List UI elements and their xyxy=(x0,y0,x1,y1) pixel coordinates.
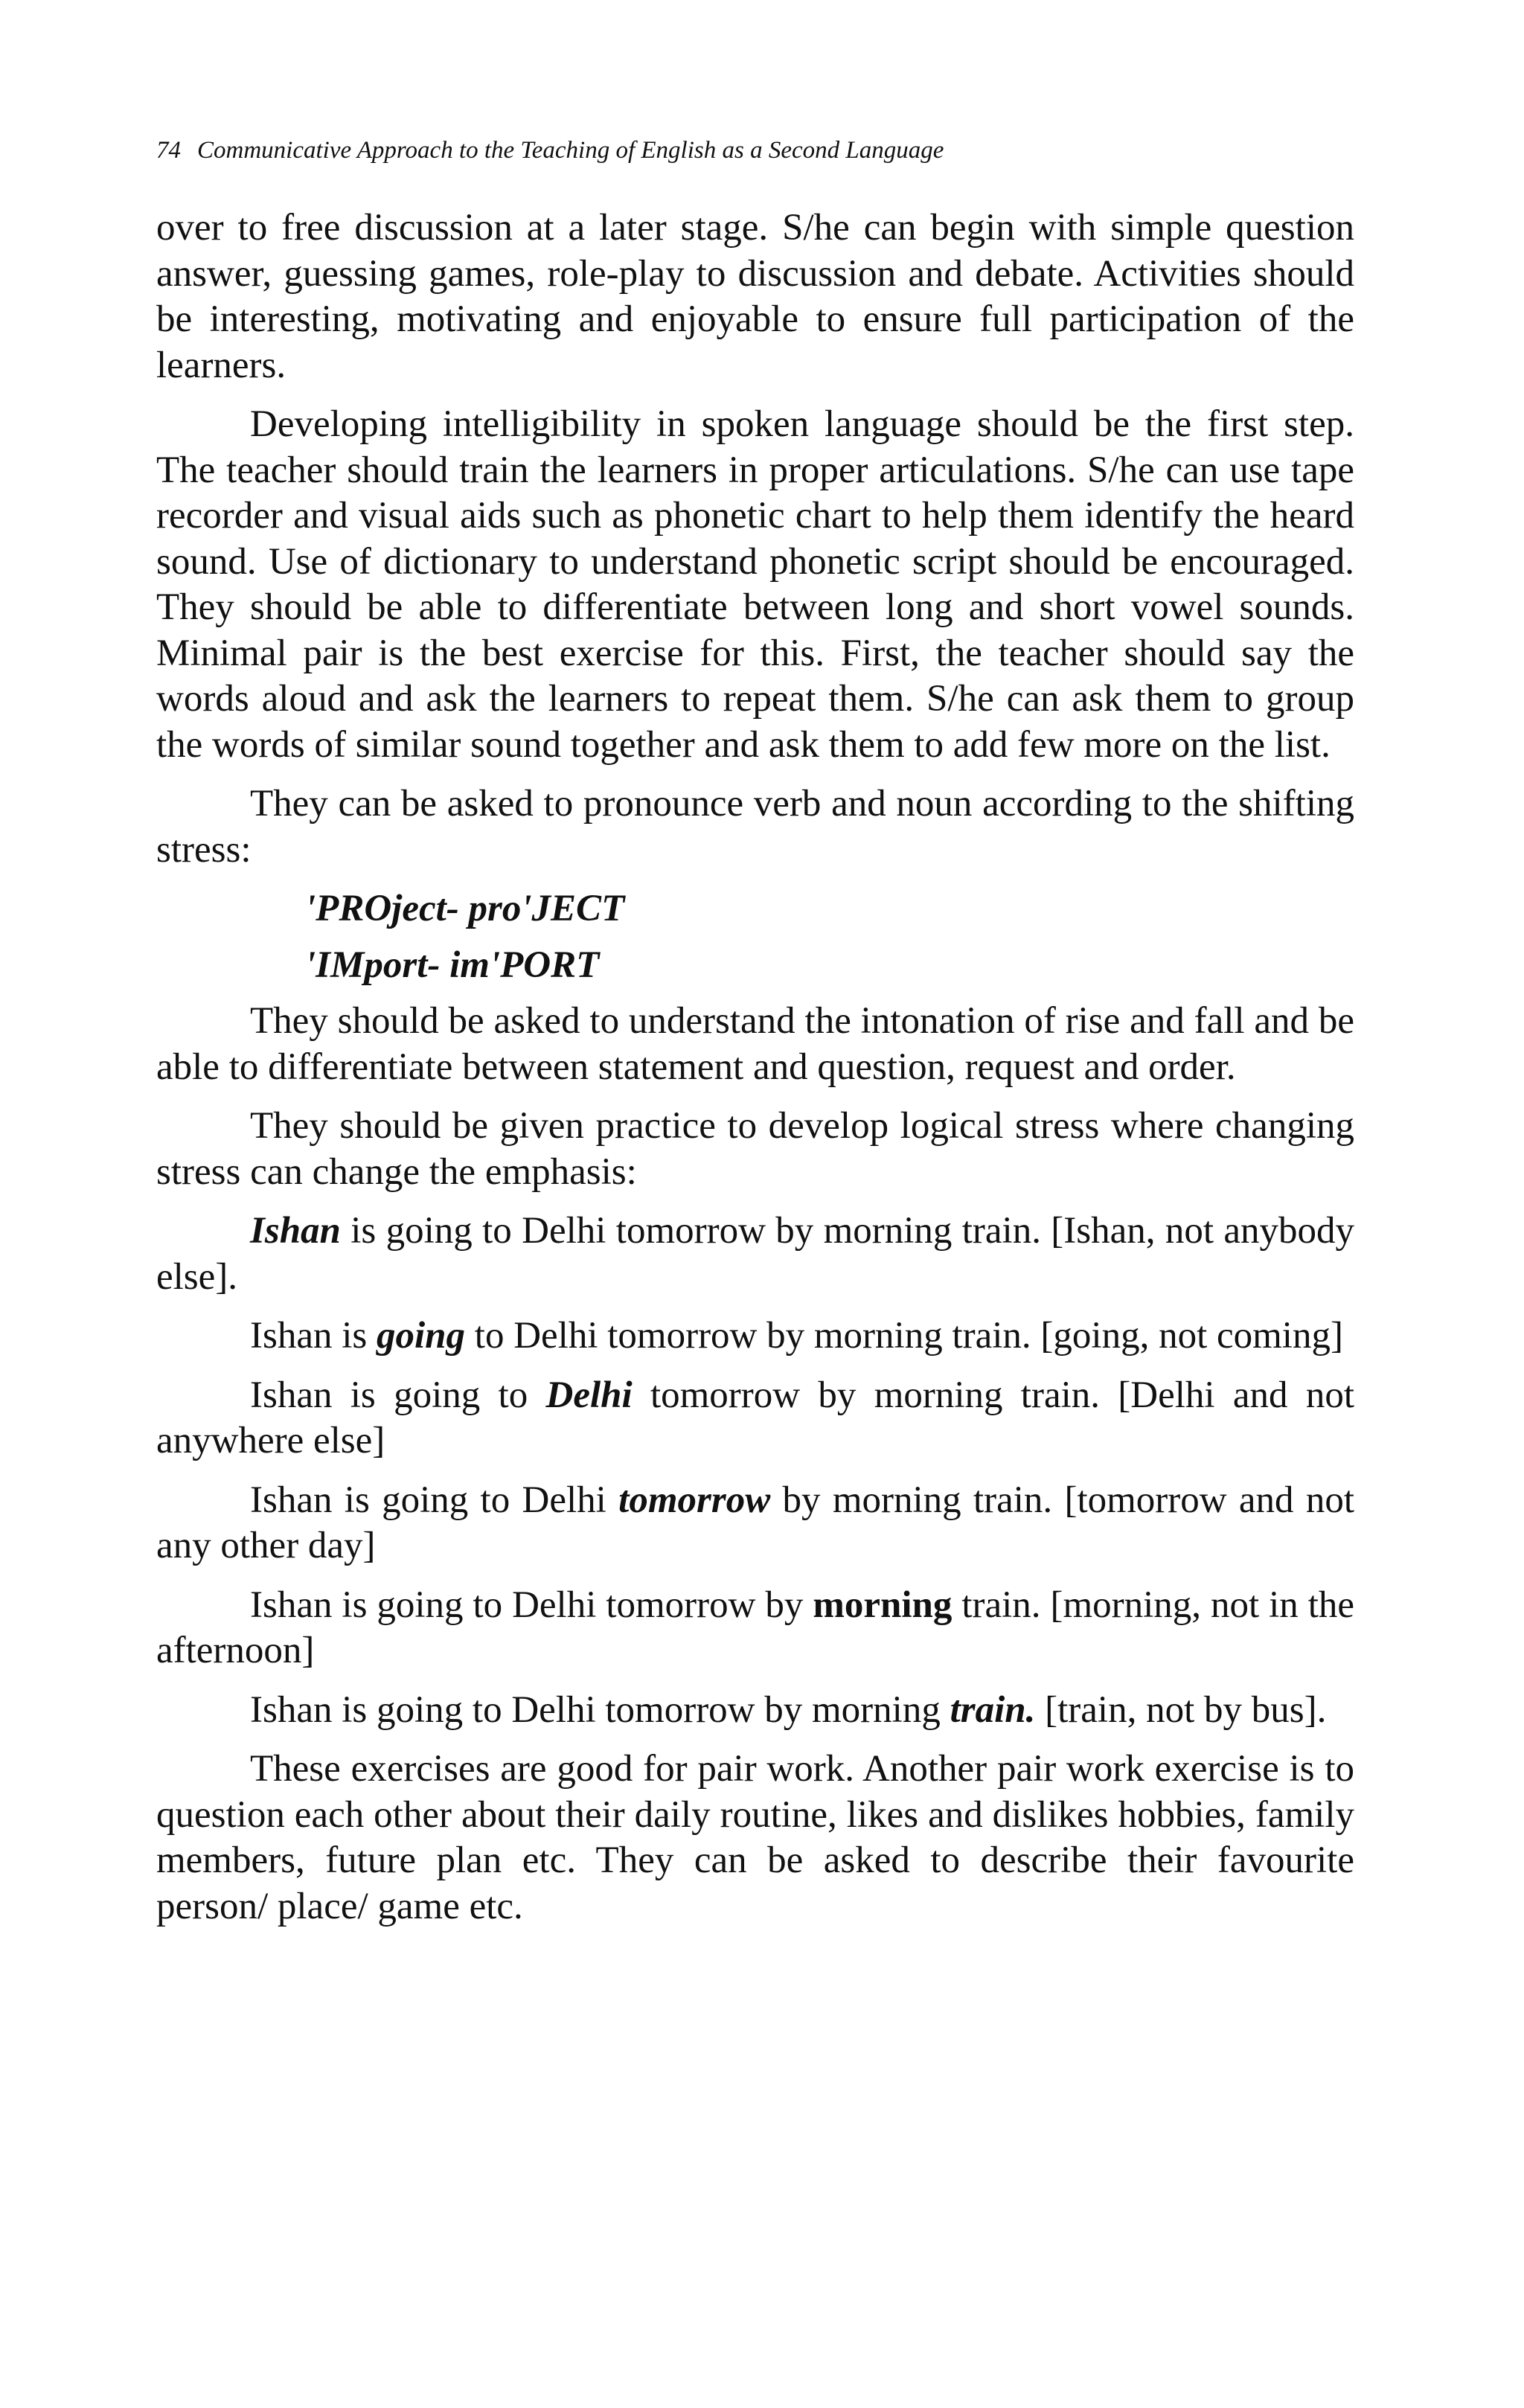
book-page xyxy=(156,134,1354,1943)
paragraph-intonation: They should be asked to understand the intonation of rise and fall and be able to differentiate between statement and question, request and order. xyxy=(156,1000,1354,1088)
stress-sentence-delhi xyxy=(156,1373,1354,1464)
book-title: Communicative Approach to the Teaching of English as a Second Language xyxy=(197,137,944,164)
sentence-before: Ishan is going to Delhi xyxy=(250,1479,619,1521)
stress-sentence-tomorrow xyxy=(156,1478,1354,1569)
sentence-after: by morning train. [tomorrow and not any other day] xyxy=(156,1479,1354,1566)
stressed-word: going xyxy=(376,1315,466,1357)
stressed-word: morning xyxy=(813,1584,952,1626)
sentence-after: tomorrow by morning train. [Delhi and not anywhere else] xyxy=(156,1374,1354,1461)
sentence-after: train. [morning, not in the afternoon] xyxy=(156,1584,1354,1671)
paragraph-continuation: over to free discussion at a later stage. S/he can begin with simple question answer, guessing games, role-play to discussion and debate. Activities should be interesting, motivating and enjoyable to ensure full participation of the learners. xyxy=(156,207,1354,386)
sentence-after: to Delhi tomorrow by morning train. [going, not coming] xyxy=(465,1315,1343,1357)
paragraph-logical-stress: They should be given practice to develop logical stress where changing stress can change the emphasis: xyxy=(156,1105,1354,1193)
sentence-before: Ishan is xyxy=(250,1315,377,1357)
running-header xyxy=(156,134,1354,167)
stress-example-project: 'PROject- pro'JECT xyxy=(305,888,625,929)
sentence-after: [train, not by bus]. xyxy=(1035,1688,1327,1731)
stress-sentence-morning xyxy=(156,1583,1354,1674)
stressed-word: train. xyxy=(950,1688,1036,1731)
stress-sentence-train xyxy=(156,1688,1354,1734)
paragraph-intelligibility: Developing intelligibility in spoken language should be the first step. The teacher should train the learners in proper articulations. S/he can use tape recorder and visual aids such as phonetic chart to help them identify the heard sound. Use of dictionary to understand phonetic script should be encouraged. They should be able to differentiate between long and short vowel sounds. Minimal pair is the best exercise for this. First, the teacher should say the words aloud and ask the learners to repeat them. S/he can ask them to group the words of similar sound together and ask them to add few more on the list. xyxy=(156,403,1354,766)
stressed-word: Delhi xyxy=(545,1374,633,1416)
sentence-before: Ishan is going to xyxy=(250,1374,546,1416)
sentence-before: Ishan is going to Delhi tomorrow by xyxy=(250,1584,813,1626)
paragraph-pair-work: These exercises are good for pair work. Another pair work exercise is to question each other about their daily routine, likes and dislikes hobbies, family members, future plan etc. They can be asked to describe their favourite person/ place/ game etc. xyxy=(156,1748,1354,1927)
stressed-word: tomorrow xyxy=(618,1479,771,1521)
stress-example-import: 'IMport- im'PORT xyxy=(305,944,600,986)
page-number: 74 xyxy=(156,137,181,164)
paragraph-shifting-stress: They can be asked to pronounce verb and noun according to the shifting stress: xyxy=(156,783,1354,871)
stress-sentence-going xyxy=(156,1313,1354,1360)
stressed-word: Ishan xyxy=(250,1210,341,1252)
stress-sentence-ishan xyxy=(156,1208,1354,1300)
sentence-before: Ishan is going to Delhi tomorrow by morning xyxy=(250,1688,950,1731)
sentence-after: is going to Delhi tomorrow by morning train. [Ishan, not anybody else]. xyxy=(156,1210,1354,1298)
